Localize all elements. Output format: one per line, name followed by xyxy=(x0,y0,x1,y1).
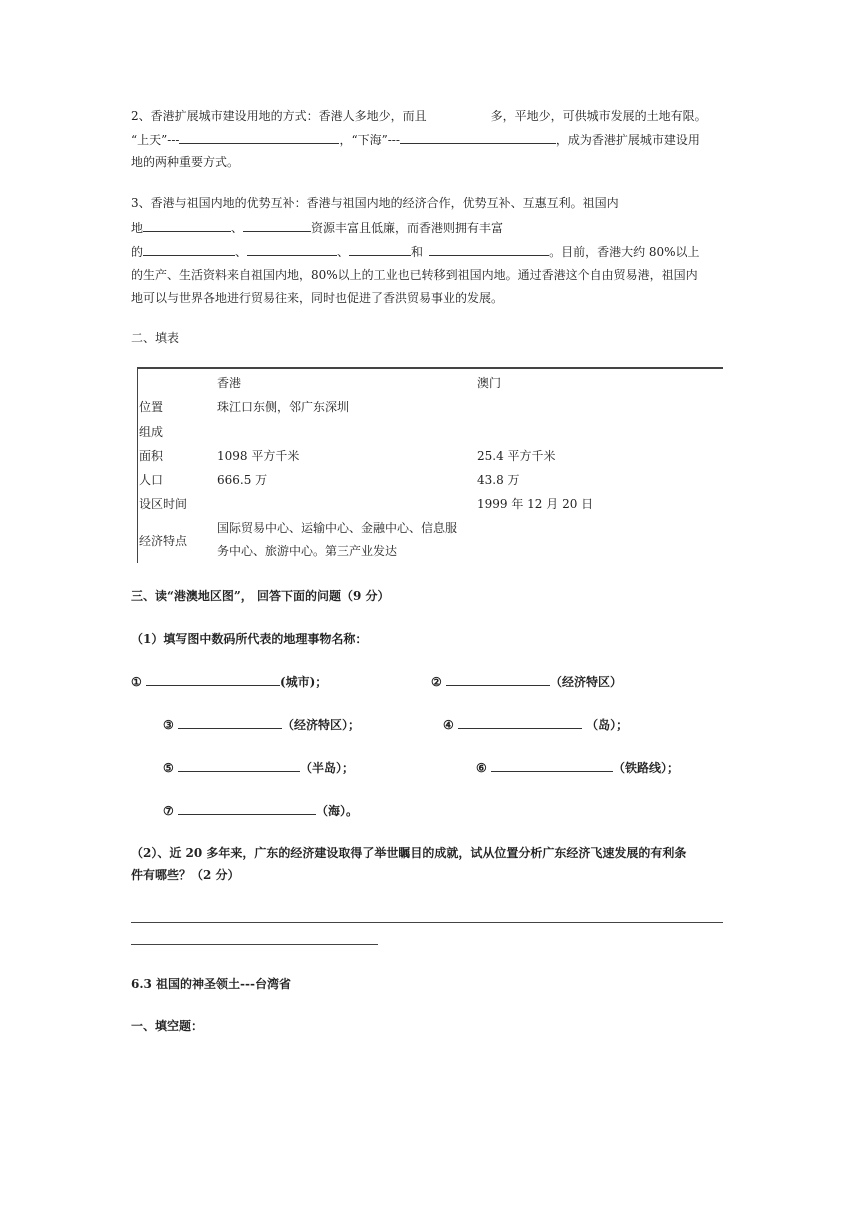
s3-blank-1[interactable] xyxy=(143,219,231,232)
item-suffix: （半岛）； xyxy=(299,761,354,775)
item-suffix: (城市)； xyxy=(279,675,328,689)
s2-blank-2[interactable] xyxy=(179,131,339,144)
fill-item-1 xyxy=(131,673,327,690)
s2-text-d: ，“下海”--- xyxy=(339,133,400,147)
fill-item-7 xyxy=(163,802,358,819)
item-number: ⑤ xyxy=(163,761,174,775)
s2-text-c: “上天”--- xyxy=(131,133,180,147)
s2-line2 xyxy=(131,131,700,148)
s2-blank-3[interactable] xyxy=(400,131,556,144)
s3-line3 xyxy=(131,243,700,260)
fill-item-5 xyxy=(163,759,354,776)
fill-blank-3[interactable] xyxy=(178,716,282,729)
s3-blank-2[interactable] xyxy=(243,219,311,232)
table-col-hk: 香港 xyxy=(217,376,242,390)
item-number: ⑦ xyxy=(163,804,174,818)
table-cell-macau: 43.8 万 xyxy=(477,473,520,487)
item-number: ③ xyxy=(163,718,174,732)
s3-line4: 的生产、生活资料来自祖国内地，80%以上的工业也已转移到祖国内地。通过香港这个自由贸易港，祖国内 xyxy=(131,268,698,282)
fill-blank-2[interactable] xyxy=(446,673,550,686)
item-suffix: （岛）； xyxy=(586,718,629,732)
table-row-label: 位置 xyxy=(139,400,164,414)
fill-blank-6[interactable] xyxy=(491,759,613,772)
table-top-rule xyxy=(137,367,723,369)
fill-blank-4[interactable] xyxy=(458,716,582,729)
s3-line1: 3、香港与祖国内地的优势互补：香港与祖国内地的经济合作，优势互补、互惠互利。祖国内 xyxy=(131,196,619,210)
s3-text-e: 、 xyxy=(235,245,248,259)
table-cell-hk-cont: 务中心、旅游中心。第三产业发达 xyxy=(217,544,398,558)
section-title-taiwan: 6.3 祖国的神圣领土---台湾省 xyxy=(131,977,291,991)
item-suffix: （海）。 xyxy=(315,804,358,818)
item-number: ④ xyxy=(443,718,454,732)
s2-line3: 地的两种重要方式。 xyxy=(131,155,240,169)
fill-item-2 xyxy=(431,673,622,690)
table-cell-hk: 666.5 万 xyxy=(217,473,268,487)
table-row-label: 面积 xyxy=(139,449,164,463)
s2-text-e: ，成为香港扩展城市建设用 xyxy=(555,133,700,147)
s3-line2 xyxy=(131,219,503,236)
s3-text-h: 。目前，香港大约 80%以上 xyxy=(549,245,700,259)
table-left-rule xyxy=(137,367,138,563)
item-suffix: （经济特区） xyxy=(549,675,622,689)
s3-blank-6[interactable] xyxy=(429,243,549,256)
s2-text-a: 2、香港扩展城市建设用地的方式：香港人多地少，而且 xyxy=(131,109,427,123)
table-row-label: 设区时间 xyxy=(139,497,188,511)
table-cell-macau: 1999 年 12 月 20 日 xyxy=(477,497,594,511)
s2-line1 xyxy=(131,108,707,124)
item-suffix: （铁路线）； xyxy=(612,761,679,775)
table-cell-hk: 国际贸易中心、运输中心、金融中心、信息服 xyxy=(217,521,458,535)
fill-item-3 xyxy=(163,716,360,733)
s3-text-g: 和 xyxy=(411,245,424,259)
table-cell-hk: 珠江口东侧，邻广东深圳 xyxy=(217,400,350,414)
item-number: ⑥ xyxy=(476,761,487,775)
fill-blank-7[interactable] xyxy=(178,802,316,815)
map-question-sub2-cont: 件有哪些？（2 分） xyxy=(131,868,240,882)
table-row-label: 经济特点 xyxy=(139,534,188,548)
fill-item-6 xyxy=(476,759,679,776)
fill-blank-1[interactable] xyxy=(146,673,280,686)
item-number: ② xyxy=(431,675,442,689)
s3-blank-4[interactable] xyxy=(247,243,337,256)
item-number: ① xyxy=(131,675,142,689)
s3-text-a: 地 xyxy=(131,221,144,235)
s3-line5: 地可以与世界各地进行贸易往来，同时也促进了香洪贸易事业的发展。 xyxy=(131,291,504,305)
map-question-heading: 三、读“港澳地区图”， 回答下面的问题（9 分） xyxy=(131,589,390,603)
s3-text-d: 的 xyxy=(131,245,144,259)
s2-text-b: 多，平地少，可供城市发展的土地有限。 xyxy=(490,109,707,123)
s3-blank-3[interactable] xyxy=(143,243,235,256)
answer-line-1[interactable] xyxy=(131,922,723,923)
fill-heading: 一、填空题： xyxy=(131,1019,204,1033)
s3-text-b: 、 xyxy=(231,221,244,235)
fill-blank-5[interactable] xyxy=(178,759,300,772)
table-heading: 二、填表 xyxy=(131,331,180,345)
map-question-sub2: （2）、近 20 多年来，广东的经济建设取得了举世瞩目的成就，试从位置分析广东经济飞速发展的有利条 xyxy=(131,846,687,860)
table-row-label: 人口 xyxy=(139,473,164,487)
answer-line-2[interactable] xyxy=(131,944,378,945)
table-row-label: 组成 xyxy=(139,425,164,439)
s3-text-f: 、 xyxy=(337,245,350,259)
s3-text-c: 资源丰富且低廉，而香港则拥有丰富 xyxy=(311,221,504,235)
table-cell-macau: 25.4 平方千米 xyxy=(477,449,556,463)
map-question-sub1: （1）填写图中数码所代表的地理事物名称： xyxy=(131,632,368,646)
fill-item-4 xyxy=(443,716,628,733)
table-cell-hk: 1098 平方千米 xyxy=(217,449,300,463)
table-col-macau: 澳门 xyxy=(477,376,502,390)
item-suffix: （经济特区）； xyxy=(281,718,360,732)
s3-blank-5[interactable] xyxy=(349,243,411,256)
